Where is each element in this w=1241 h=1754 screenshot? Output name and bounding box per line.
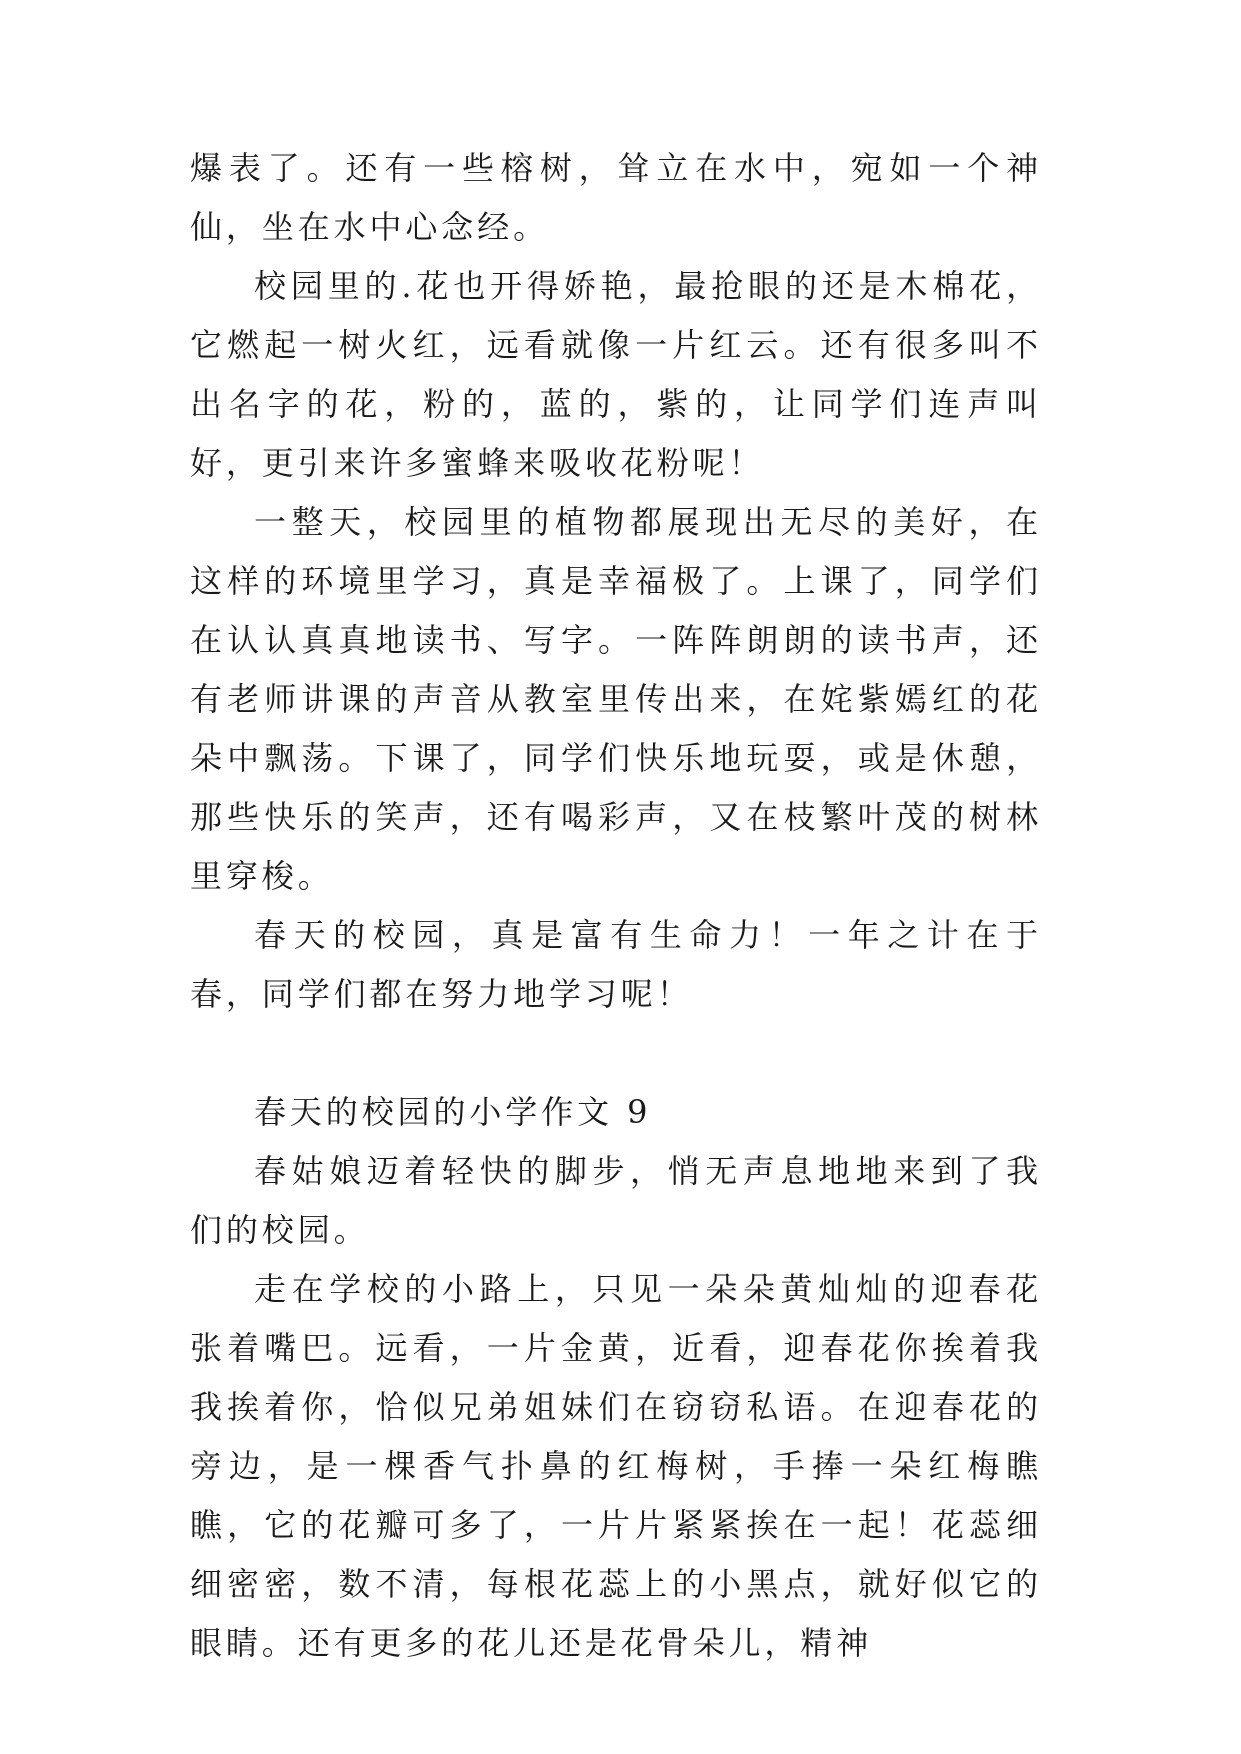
paragraph-flowers: 校园里的.花也开得娇艳，最抢眼的还是木棉花，它燃起一树火红，远看就像一片红云。还有很多叫不出名字的花，粉的，蓝的，紫的，让同学们连声叫好，更引来许多蜜蜂来吸收花粉呢！ [190,267,1042,482]
section-spacer [190,1024,1042,1083]
paragraph-school-path: 走在学校的小路上，只见一朵朵黄灿灿的迎春花张着嘴巴。远看，一片金黄，近看，迎春花你挨着我我挨着你，恰似兄弟姐妹们在窃窃私语。在迎春花的旁边，是一棵香气扑鼻的红梅树，手捧一朵红梅瞧瞧，它的花瓣可多了，一片片紧紧挨在一起！花蕊细细密密，数不清，每根花蕊上的小黑点，就好似它的眼睛。还有更多的花儿还是花骨朵儿，精神 [190,1270,1042,1662]
paragraph-spring-arrives: 春姑娘迈着轻快的脚步，悄无声息地地来到了我们的校园。 [190,1152,1042,1249]
paragraph-school-day: 一整天，校园里的植物都展现出无尽的美好，在这样的环境里学习，真是幸福极了。上课了，同学们在认认真真地读书、写字。一阵阵朗朗的读书声，还有老师讲课的声音从教室里传出来，在姹紫嫣红的花朵中飘荡。下课了，同学们快乐地玩耍，或是休憩，那些快乐的笑声，还有喝彩声，又在枝繁叶茂的树林里穿梭。 [190,503,1042,895]
essay-text [190,139,1042,1673]
paragraph-continued: 爆表了。还有一些榕树，耸立在水中，宛如一个神仙，坐在水中心念经。 [190,149,1042,246]
paragraph-conclusion: 春天的校园，真是富有生命力！一年之计在于春，同学们都在努力地学习呢！ [190,916,1042,1013]
section-title: 春天的校园的小学作文 9 [254,1093,652,1131]
